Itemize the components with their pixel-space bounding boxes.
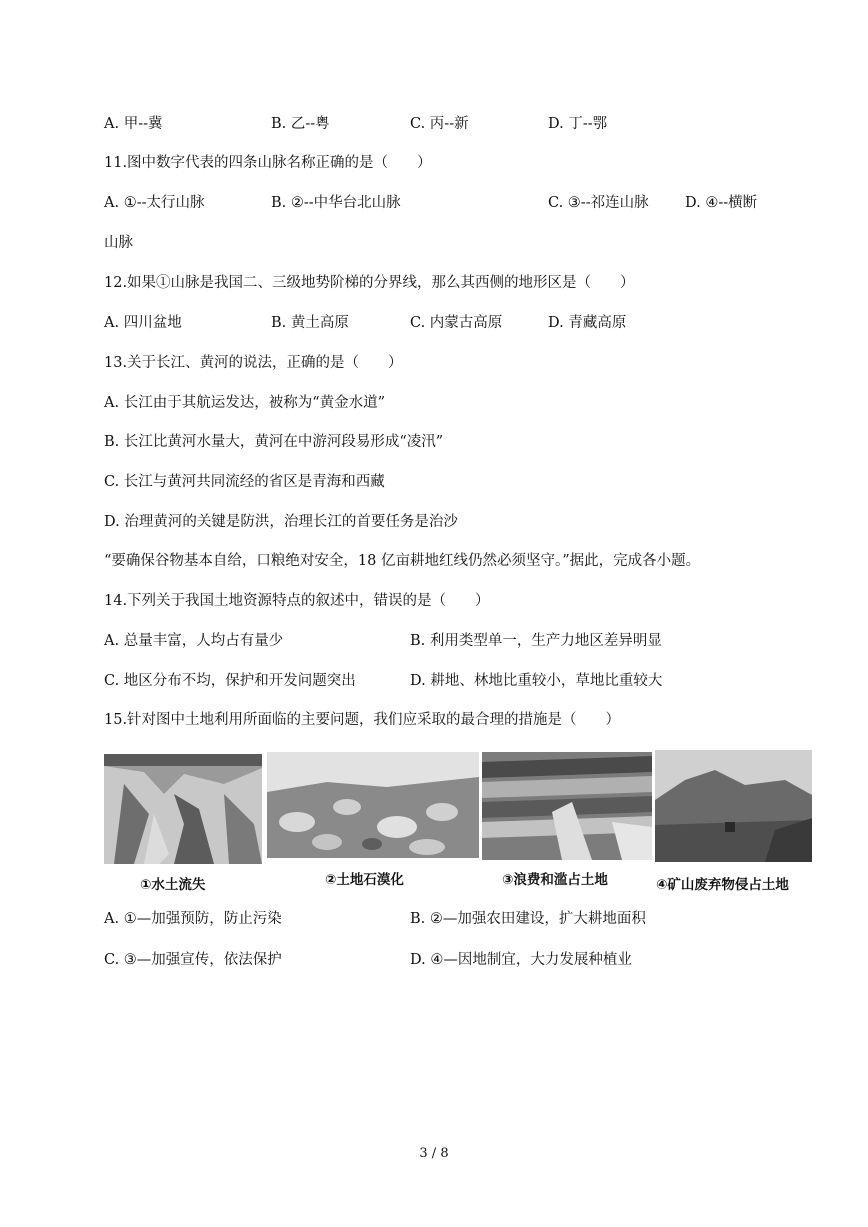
q14-option-d: D. 耕地、林地比重较小，草地比重较大 bbox=[410, 673, 663, 689]
q14-option-a: A. 总量丰富，人均占有量少 bbox=[104, 633, 284, 649]
q10-option-b: B. 乙--粤 bbox=[271, 116, 330, 132]
q11-option-a: A. ①--太行山脉 bbox=[104, 195, 205, 211]
q11-option-c: C. ③--祁连山脉 bbox=[548, 195, 649, 211]
mine-waste-photo bbox=[655, 750, 812, 862]
page-number: 3 / 8 bbox=[419, 1146, 449, 1161]
q13-option-a: A. 长江由于其航运发达，被称为“黄金水道” bbox=[104, 395, 386, 411]
q15-option-c: C. ③—加强宣传，依法保护 bbox=[104, 952, 282, 968]
caption-soil-erosion: ①水土流失 bbox=[140, 877, 206, 893]
q12-stem: 12.如果①山脉是我国二、三级地势阶梯的分界线，那么其西侧的地形区是（ ） bbox=[104, 275, 635, 291]
q11-option-d-continued: 山脉 bbox=[104, 235, 133, 251]
q15-stem: 15.针对图中土地利用所面临的主要问题，我们应采取的最合理的措施是（ ） bbox=[104, 712, 621, 728]
q12-option-b: B. 黄土高原 bbox=[271, 315, 349, 331]
q14-option-b: B. 利用类型单一，生产力地区差异明显 bbox=[410, 633, 662, 649]
q13-stem: 13.关于长江、黄河的说法，正确的是（ ） bbox=[104, 355, 403, 371]
q11-option-d: D. ④--横断 bbox=[685, 195, 758, 211]
rocky-desertification-photo bbox=[267, 752, 479, 858]
q14-stem: 14.下列关于我国土地资源特点的叙述中，错误的是（ ） bbox=[104, 593, 490, 609]
caption-rocky-desertification: ②土地石漠化 bbox=[325, 872, 404, 888]
q12-option-d: D. 青藏高原 bbox=[548, 315, 627, 331]
q15-option-d: D. ④—因地制宜，大力发展种植业 bbox=[410, 952, 632, 968]
soil-erosion-photo bbox=[104, 754, 262, 864]
caption-land-waste: ③浪费和滥占土地 bbox=[502, 872, 608, 888]
q10-option-d: D. 丁--鄂 bbox=[548, 116, 608, 132]
material-intro: “要确保谷物基本自给，口粮绝对安全，18 亿亩耕地红线仍然必须坚守。”据此，完成各小题。 bbox=[104, 553, 701, 569]
q14-option-c: C. 地区分布不均，保护和开发问题突出 bbox=[104, 673, 356, 689]
q13-option-c: C. 长江与黄河共同流经的省区是青海和西藏 bbox=[104, 474, 385, 490]
q12-option-a: A. 四川盆地 bbox=[104, 315, 182, 331]
q13-option-d: D. 治理黄河的关键是防洪，治理长江的首要任务是治沙 bbox=[104, 514, 458, 530]
caption-mine-waste: ④矿山废弃物侵占土地 bbox=[656, 877, 789, 893]
q15-option-b: B. ②—加强农田建设，扩大耕地面积 bbox=[410, 911, 646, 927]
land-waste-photo bbox=[482, 752, 652, 860]
q12-option-c: C. 内蒙古高原 bbox=[410, 315, 503, 331]
q11-option-b: B. ②--中华台北山脉 bbox=[271, 195, 401, 211]
q15-option-a: A. ①—加强预防，防止污染 bbox=[104, 911, 282, 927]
q13-option-b: B. 长江比黄河水量大，黄河在中游河段易形成“凌汛” bbox=[104, 434, 444, 450]
q11-stem: 11.图中数字代表的四条山脉名称正确的是（ ） bbox=[104, 155, 432, 171]
q10-option-a: A. 甲--冀 bbox=[104, 116, 163, 132]
q10-option-c: C. 丙--新 bbox=[410, 116, 469, 132]
